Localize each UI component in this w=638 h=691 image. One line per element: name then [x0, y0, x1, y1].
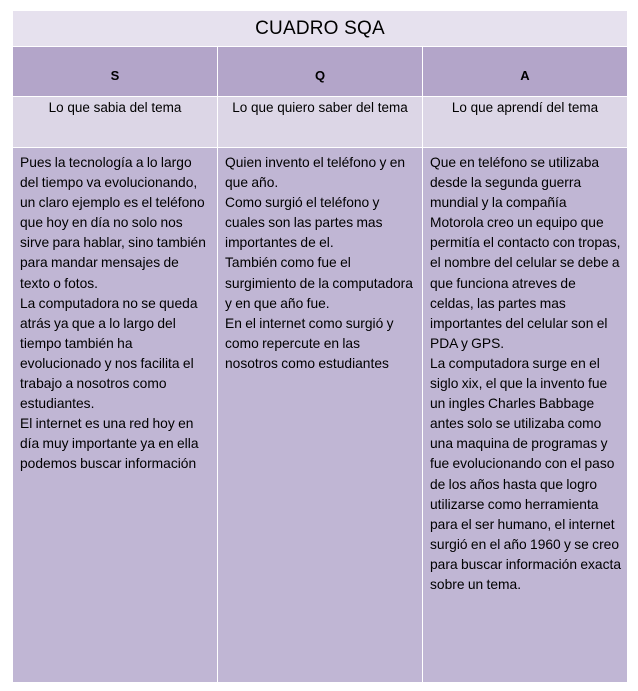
header-s: S — [13, 47, 218, 97]
subheader-row — [13, 97, 628, 148]
subheader-a: Lo que aprendí del tema — [423, 97, 628, 148]
table-title: CUADRO SQA — [13, 11, 628, 47]
header-q: Q — [218, 47, 423, 97]
title-row — [13, 11, 628, 47]
column-q-content: Quien invento el teléfono y en que año. Como surgió el teléfono y cuales son las partes mas importantes de el. También como fue el surgimiento de la computadora y en que año fue. En el internet como surgió y como repercute en las nosotros como estudiantes — [218, 148, 423, 683]
subheader-s: Lo que sabia del tema — [13, 97, 218, 148]
header-row — [13, 47, 628, 97]
column-a-content: Que en teléfono se utilizaba desde la segunda guerra mundial y la compañía Motorola creo un equipo que permitía el contacto con tropas, el nombre del celular se debe a que funciona atreves de celdas, las partes mas importantes del celular son el PDA y GPS. La computadora surge en el siglo xix, el que la invento fue un ingles Charles Babbage antes solo se utilizaba como una maquina de programas y fue evolucionando con el paso de los años hasta que logro utilizarse como herramienta para el ser humano, el internet surgió en el año 1960 y se creo para buscar información exacta sobre un tema. — [423, 148, 628, 683]
subheader-q: Lo que quiero saber del tema — [218, 97, 423, 148]
header-a: A — [423, 47, 628, 97]
content-row — [13, 148, 628, 683]
sqa-table — [12, 10, 628, 683]
column-s-content: Pues la tecnología a lo largo del tiempo va evolucionando, un claro ejemplo es el teléfono que hoy en día no solo nos sirve para hablar, sino también para mandar mensajes de texto o fotos. La computadora no se queda atrás ya que a lo largo del tiempo también ha evolucionado y nos facilita el trabajo a nosotros como estudiantes. El internet es una red hoy en día muy importante ya en ella podemos buscar información — [13, 148, 218, 683]
